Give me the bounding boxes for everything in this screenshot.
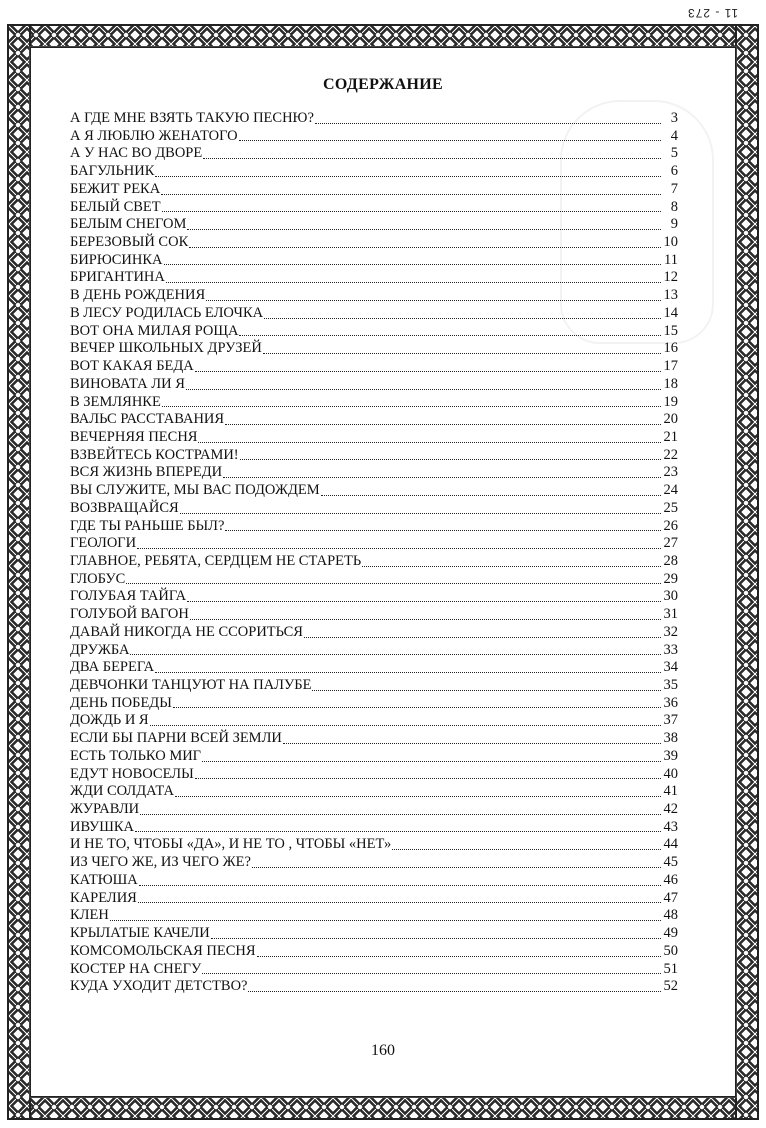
ornamental-border-right [735,24,759,1120]
toc-entry-title: КЛЕН [70,907,109,924]
toc-entry-title: ЕСЛИ БЫ ПАРНИ ВСЕЙ ЗЕМЛИ [70,730,282,747]
toc-entry [70,624,678,642]
toc-entry-title: БАГУЛЬНИК [70,163,155,180]
toc-entry-page: 40 [663,765,678,782]
toc-entry [70,323,678,341]
dot-leader [211,927,661,939]
toc-entry-title: ВЕЧЕРНЯЯ ПЕСНЯ [70,428,198,445]
toc-entry [70,464,678,482]
toc-entry-title: ЖДИ СОЛДАТА [70,783,174,800]
toc-entry [70,394,678,412]
toc-entry-title: ВОЗВРАЩАЙСЯ [70,499,179,516]
dot-leader [203,147,661,159]
dot-leader [162,200,661,212]
dot-leader [315,112,661,124]
toc-entry-title: ВСЯ ЖИЗНЬ ВПЕРЕДИ [70,464,223,481]
dot-leader [187,590,661,602]
toc-entry-title: ИЗ ЧЕГО ЖЕ, ИЗ ЧЕГО ЖЕ? [70,854,251,871]
dot-leader [138,891,661,903]
toc-entry-page: 9 [670,216,678,233]
toc-entry-title: А ГДЕ МНЕ ВЗЯТЬ ТАКУЮ ПЕСНЮ? [70,110,314,126]
toc-entry-page: 50 [663,942,678,959]
toc-entry-title: ВОТ ОНА МИЛАЯ РОЩА [70,322,239,339]
toc-entry-title: ДЕВЧОНКИ ТАНЦУЮТ НА ПАЛУБЕ [70,677,312,693]
toc-entry-page: 47 [663,889,678,906]
toc-entry [70,961,678,979]
toc-entry [70,234,678,252]
dot-leader [155,165,661,177]
toc-entry [70,642,678,660]
toc-entry-title: А Я ЛЮБЛЮ ЖЕНАТОГО [70,127,238,144]
toc-entry-title: ГОЛУБОЙ ВАГОН [70,606,189,623]
dot-leader [240,448,661,460]
toc-entry [70,783,678,801]
toc-entry-page: 36 [663,694,678,711]
toc-entry [70,712,678,730]
toc-entry-title: ЕСТЬ ТОЛЬКО МИГ [70,747,202,764]
toc-entry-page: 24 [663,482,678,499]
dot-leader [173,696,661,708]
toc-entry [70,128,678,146]
toc-entry-page: 20 [663,411,678,428]
dot-leader [263,342,661,354]
toc-entry-page: 5 [670,145,678,162]
dot-leader [139,874,661,886]
toc-entry-title: БРИГАНТИНА [70,269,165,286]
toc-entry [70,429,678,447]
toc-entry-page: 22 [663,446,678,463]
dot-leader [161,183,661,195]
toc-entry-page: 17 [663,358,678,375]
toc-entry [70,978,678,996]
ornamental-border-bottom [7,1096,759,1120]
toc-entry-title: В ЛЕСУ РОДИЛАСЬ ЕЛОЧКА [70,304,264,321]
dot-leader [186,378,661,390]
dot-leader [304,626,661,638]
toc-entry [70,535,678,553]
dot-leader [150,714,661,726]
toc-entry-title: ВЕЧЕР ШКОЛЬНЫХ ДРУЗЕЙ [70,340,262,357]
toc-entry-page: 7 [670,180,678,197]
toc-entry-page: 18 [663,375,678,392]
dot-leader [180,502,661,514]
toc-entry-title: ГДЕ ТЫ РАНЬШЕ БЫЛ? [70,517,225,534]
toc-entry [70,748,678,766]
toc-entry [70,411,678,429]
toc-entry-title: КРЫЛАТЫЕ КАЧЕЛИ [70,925,210,942]
toc-entry-page: 33 [663,641,678,658]
toc-entry [70,305,678,323]
toc-entry-page: 13 [663,287,678,304]
toc-entry [70,181,678,199]
toc-entry-page: 44 [663,836,678,853]
toc-entry-page: 52 [663,978,678,995]
toc-entry [70,199,678,217]
toc-entry-page: 25 [663,499,678,516]
toc-entry [70,943,678,961]
dot-leader [257,945,661,957]
dot-leader [321,484,661,496]
toc-entry-title: А У НАС ВО ДВОРЕ [70,145,203,162]
toc-entry-page: 35 [663,677,678,693]
toc-entry-title: ВИНОВАТА ЛИ Я [70,375,185,392]
dot-leader [189,236,661,248]
toc-entry [70,659,678,677]
toc-entry-page: 15 [663,322,678,339]
toc-entry-title: БЕЛЫМ СНЕГОМ [70,216,187,233]
archive-stamp: 11 - 273 [686,6,738,20]
toc-entry-title: ДВА БЕРЕГА [70,659,155,676]
toc-entry-title: БЕЛЫЙ СВЕТ [70,198,161,215]
toc-entry [70,216,678,234]
toc-entry-page: 16 [663,340,678,357]
dot-leader [206,289,661,301]
toc-entry [70,907,678,925]
toc-entry-page: 38 [663,730,678,747]
dot-leader [190,608,661,620]
toc-entry-page: 14 [663,304,678,321]
toc-entry [70,376,678,394]
dot-leader [140,803,661,815]
toc-entry [70,358,678,376]
toc-entry-title: В ДЕНЬ РОЖДЕНИЯ [70,287,206,304]
toc-entry-page: 42 [663,801,678,818]
toc-entry-title: КОСТЕР НА СНЕГУ [70,960,202,977]
toc-entry [70,287,678,305]
toc-entry [70,872,678,890]
toc-entry-title: И НЕ ТО, ЧТОБЫ «ДА», И НЕ ТО , ЧТОБЫ «НЕТ» [70,836,392,853]
toc-entry-page: 11 [664,251,678,268]
dot-leader [198,431,661,443]
dot-leader [195,767,661,779]
toc-entry [70,145,678,163]
toc-entry-title: ВЗВЕЙТЕСЬ КОСТРАМИ! [70,446,239,463]
toc-entry-title: ВОТ КАКАЯ БЕДА [70,358,194,375]
toc-entry-title: ДЕНЬ ПОБЕДЫ [70,694,172,711]
toc-entry [70,925,678,943]
toc-entry-title: ДОЖДЬ И Я [70,712,149,729]
toc-entry [70,730,678,748]
dot-leader [225,413,661,425]
toc-entry-page: 21 [663,428,678,445]
toc-entry-title: ВАЛЬС РАССТАВАНИЯ [70,411,225,428]
toc-entry [70,854,678,872]
page-title: СОДЕРЖАНИЕ [322,76,444,93]
toc-entry-title: ГЛАВНОЕ, РЕБЯТА, СЕРДЦЕМ НЕ СТАРЕТЬ [70,552,362,569]
toc-entry-page: 30 [663,588,678,605]
dot-leader [137,537,661,549]
toc-entry-title: ИВУШКА [70,818,135,835]
toc-entry [70,695,678,713]
dot-leader [239,129,661,141]
toc-entry-page: 48 [663,907,678,924]
toc-entry-title: КУДА УХОДИТ ДЕТСТВО? [70,978,248,995]
toc-entry-page: 41 [663,783,678,800]
toc-entry-page: 26 [663,517,678,534]
toc-entry-page: 31 [663,606,678,623]
toc-entry-page: 49 [663,925,678,942]
toc-entry-page: 43 [663,818,678,835]
dot-leader [187,218,661,230]
dot-leader [166,271,661,283]
ornamental-border-left [7,24,31,1120]
toc-entry [70,606,678,624]
toc-entry [70,801,678,819]
toc-entry-page: 51 [663,960,678,977]
dot-leader [225,519,661,531]
toc-entry-title: БЕЖИТ РЕКА [70,180,161,197]
toc-entry-page: 39 [663,747,678,764]
toc-entry-title: БИРЮСИНКА [70,251,163,268]
dot-leader [162,395,661,407]
toc-entry-title: БЕРЕЗОВЫЙ СОК [70,234,189,251]
toc-entry-page: 12 [663,269,678,286]
toc-entry-title: КОМСОМОЛЬСКАЯ ПЕСНЯ [70,942,256,959]
dot-leader [195,360,661,372]
toc-entry-page: 4 [670,127,678,144]
toc-entry-page: 10 [663,234,678,251]
toc-entry-page: 23 [663,464,678,481]
dot-leader [175,785,661,797]
toc-entry-title: КАРЕЛИЯ [70,889,137,906]
dot-leader [252,856,661,868]
toc-entry-title: КАТЮША [70,871,138,888]
toc-entry [70,163,678,181]
dot-leader [155,661,661,673]
toc-entry [70,571,678,589]
toc-entry-page: 3 [670,110,678,126]
toc-entry-title: ДРУЖБА [70,641,130,658]
toc-entry-title: ГЕОЛОГИ [70,535,137,552]
toc-entry-page: 6 [670,163,678,180]
toc-entry-page: 19 [663,393,678,410]
toc-entry-page: 46 [663,871,678,888]
toc-entry [70,766,678,784]
dot-leader [312,679,661,691]
toc-entry-title: ЕДУТ НОВОСЕЛЫ [70,765,194,782]
toc-entry [70,340,678,358]
dot-leader [135,820,661,832]
dot-leader [239,324,661,336]
toc-entry-page: 37 [663,712,678,729]
toc-entry-title: ГОЛУБАЯ ТАЙГА [70,588,187,605]
toc-entry [70,482,678,500]
toc-entry-page: 27 [663,535,678,552]
toc-entry [70,890,678,908]
toc-entry-title: ДАВАЙ НИКОГДА НЕ ССОРИТЬСЯ [70,623,303,640]
toc-entry [70,447,678,465]
toc-entry-page: 29 [663,570,678,587]
dot-leader [223,466,661,478]
ornamental-border-top [7,24,759,48]
dot-leader [248,980,661,992]
toc-entry [70,553,678,571]
dot-leader [202,962,661,974]
toc-entry [70,518,678,536]
toc-entry-page: 28 [663,552,678,569]
toc-entry [70,588,678,606]
dot-leader [264,307,661,319]
toc-entry-page: 8 [670,198,678,215]
toc-entry [70,252,678,270]
table-of-contents [70,110,678,996]
toc-entry [70,269,678,287]
toc-entry-page: 32 [663,623,678,640]
dot-leader [126,572,661,584]
dot-leader [110,909,661,921]
page-number: 160 [371,1042,395,1059]
toc-entry-page: 34 [663,659,678,676]
toc-entry [70,677,678,695]
dot-leader [164,253,661,265]
toc-entry [70,819,678,837]
toc-entry [70,836,678,854]
toc-entry [70,500,678,518]
toc-entry-title: В ЗЕМЛЯНКЕ [70,393,161,410]
dot-leader [283,732,661,744]
dot-leader [202,750,661,762]
toc-entry-title: ГЛОБУС [70,570,126,587]
toc-entry [70,110,678,128]
toc-entry-page: 45 [663,854,678,871]
toc-entry-title: ВЫ СЛУЖИТЕ, МЫ ВАС ПОДОЖДЕМ [70,482,320,499]
dot-leader [362,555,661,567]
dot-leader [130,643,661,655]
dot-leader [392,838,661,850]
toc-entry-title: ЖУРАВЛИ [70,801,140,818]
